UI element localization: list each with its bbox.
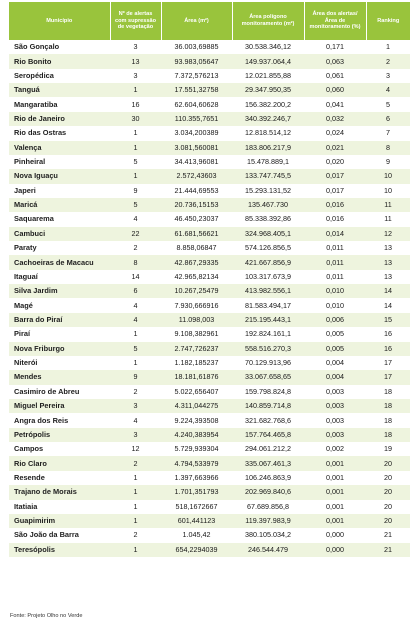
cell-num-alertas: 1	[110, 356, 161, 370]
cell-municipio: Mangaratiba	[9, 97, 110, 111]
cell-municipio: Cachoeiras de Macacu	[9, 255, 110, 269]
cell-num-alertas: 3	[110, 40, 161, 54]
table-row	[9, 227, 410, 241]
cell-razao-areas: 0,006	[304, 313, 366, 327]
cell-area: 4.311,044275	[161, 399, 232, 413]
cell-municipio: Miguel Pereira	[9, 399, 110, 413]
cell-municipio: Resende	[9, 471, 110, 485]
cell-ranking: 18	[366, 385, 410, 399]
table-row	[9, 471, 410, 485]
cell-num-alertas: 1	[110, 471, 161, 485]
cell-municipio: Campos	[9, 442, 110, 456]
cell-area: 61.681,56621	[161, 227, 232, 241]
cell-razao-areas: 0,016	[304, 198, 366, 212]
cell-area-poligono: 183.806.217,9	[232, 141, 304, 155]
table-row	[9, 69, 410, 83]
header-row	[9, 2, 410, 40]
cell-ranking: 16	[366, 342, 410, 356]
cell-ranking: 9	[366, 155, 410, 169]
cell-area-poligono: 149.937.064,4	[232, 54, 304, 68]
table-row	[9, 184, 410, 198]
cell-area-poligono: 12.818.514,12	[232, 126, 304, 140]
cell-area-poligono: 12.021.855,88	[232, 69, 304, 83]
cell-ranking: 10	[366, 169, 410, 183]
cell-municipio: Seropédica	[9, 69, 110, 83]
cell-ranking: 20	[366, 456, 410, 470]
cell-area-poligono: 321.682.768,6	[232, 413, 304, 427]
header-area-poligono: Área polígono monitoramento (m²)	[232, 2, 304, 40]
cell-area-poligono: 340.392.246,7	[232, 112, 304, 126]
table-container	[9, 2, 410, 557]
cell-ranking: 18	[366, 428, 410, 442]
cell-razao-areas: 0,003	[304, 385, 366, 399]
cell-municipio: Cambuci	[9, 227, 110, 241]
cell-municipio: Saquarema	[9, 212, 110, 226]
table-row	[9, 327, 410, 341]
cell-area-poligono: 33.067.658,65	[232, 370, 304, 384]
cell-ranking: 3	[366, 69, 410, 83]
cell-ranking: 11	[366, 198, 410, 212]
cell-ranking: 16	[366, 327, 410, 341]
cell-municipio: Teresópolis	[9, 543, 110, 557]
cell-area: 10.267,25479	[161, 284, 232, 298]
table-row	[9, 413, 410, 427]
table-row	[9, 97, 410, 111]
cell-razao-areas: 0,061	[304, 69, 366, 83]
cell-num-alertas: 1	[110, 327, 161, 341]
cell-num-alertas: 12	[110, 442, 161, 456]
table-row	[9, 456, 410, 470]
cell-area: 654,2294039	[161, 543, 232, 557]
cell-num-alertas: 1	[110, 141, 161, 155]
cell-ranking: 8	[366, 141, 410, 155]
table-row	[9, 169, 410, 183]
cell-num-alertas: 14	[110, 270, 161, 284]
table-row	[9, 500, 410, 514]
table-row	[9, 428, 410, 442]
cell-area: 8.858,06847	[161, 241, 232, 255]
cell-num-alertas: 22	[110, 227, 161, 241]
cell-area: 4.240,383954	[161, 428, 232, 442]
cell-num-alertas: 9	[110, 370, 161, 384]
cell-num-alertas: 5	[110, 342, 161, 356]
cell-area: 3.034,200389	[161, 126, 232, 140]
cell-municipio: São Gonçalo	[9, 40, 110, 54]
cell-razao-areas: 0,017	[304, 184, 366, 198]
cell-area: 601,441123	[161, 514, 232, 528]
cell-area-poligono: 106.246.863,9	[232, 471, 304, 485]
cell-area: 34.413,96081	[161, 155, 232, 169]
header-municipio: Município	[9, 2, 110, 40]
table-row	[9, 141, 410, 155]
cell-num-alertas: 1	[110, 126, 161, 140]
cell-ranking: 20	[366, 485, 410, 499]
cell-razao-areas: 0,021	[304, 141, 366, 155]
cell-ranking: 13	[366, 241, 410, 255]
cell-area: 46.450,23037	[161, 212, 232, 226]
cell-municipio: Pinheiral	[9, 155, 110, 169]
table-row	[9, 198, 410, 212]
cell-area: 110.355,7651	[161, 112, 232, 126]
cell-area: 11.098,003	[161, 313, 232, 327]
cell-ranking: 14	[366, 298, 410, 312]
cell-area: 20.736,15153	[161, 198, 232, 212]
cell-ranking: 4	[366, 83, 410, 97]
table-body	[9, 40, 410, 557]
header-num-alertas: Nº de alertas com supressão de vegetação	[110, 2, 161, 40]
cell-municipio: Casimiro de Abreu	[9, 385, 110, 399]
cell-area: 62.604,60628	[161, 97, 232, 111]
cell-razao-areas: 0,017	[304, 169, 366, 183]
cell-num-alertas: 6	[110, 284, 161, 298]
cell-num-alertas: 4	[110, 413, 161, 427]
cell-razao-areas: 0,041	[304, 97, 366, 111]
cell-municipio: Niterói	[9, 356, 110, 370]
cell-razao-areas: 0,020	[304, 155, 366, 169]
cell-municipio: Maricá	[9, 198, 110, 212]
cell-num-alertas: 1	[110, 83, 161, 97]
cell-area: 2.747,726237	[161, 342, 232, 356]
cell-area-poligono: 119.397.983,9	[232, 514, 304, 528]
cell-area-poligono: 133.747.745,5	[232, 169, 304, 183]
cell-area-poligono: 421.667.856,9	[232, 255, 304, 269]
cell-razao-areas: 0,001	[304, 471, 366, 485]
cell-municipio: Trajano de Morais	[9, 485, 110, 499]
cell-municipio: Rio Claro	[9, 456, 110, 470]
cell-razao-areas: 0,016	[304, 212, 366, 226]
cell-razao-areas: 0,005	[304, 342, 366, 356]
source-note: Fonte: Projeto Olho no Verde	[10, 613, 83, 619]
cell-num-alertas: 3	[110, 69, 161, 83]
cell-area-poligono: 15.478.889,1	[232, 155, 304, 169]
cell-area-poligono: 324.968.405,1	[232, 227, 304, 241]
cell-razao-areas: 0,005	[304, 327, 366, 341]
table-row	[9, 485, 410, 499]
cell-num-alertas: 1	[110, 485, 161, 499]
cell-ranking: 21	[366, 528, 410, 542]
cell-num-alertas: 2	[110, 456, 161, 470]
cell-municipio: Valença	[9, 141, 110, 155]
table-row	[9, 270, 410, 284]
cell-area-poligono: 156.382.200,2	[232, 97, 304, 111]
table-row	[9, 112, 410, 126]
cell-razao-areas: 0,004	[304, 356, 366, 370]
cell-area-poligono: 159.798.824,8	[232, 385, 304, 399]
cell-razao-areas: 0,032	[304, 112, 366, 126]
cell-num-alertas: 2	[110, 241, 161, 255]
cell-area: 7.930,666916	[161, 298, 232, 312]
cell-area: 42.867,29335	[161, 255, 232, 269]
cell-area: 1.182,185237	[161, 356, 232, 370]
cell-area: 1.045,42	[161, 528, 232, 542]
table-row	[9, 212, 410, 226]
cell-area-poligono: 140.859.714,8	[232, 399, 304, 413]
cell-razao-areas: 0,024	[304, 126, 366, 140]
cell-ranking: 13	[366, 270, 410, 284]
cell-num-alertas: 3	[110, 428, 161, 442]
cell-razao-areas: 0,011	[304, 241, 366, 255]
table-row	[9, 40, 410, 54]
cell-ranking: 21	[366, 543, 410, 557]
cell-area-poligono: 574.126.856,5	[232, 241, 304, 255]
cell-num-alertas: 3	[110, 399, 161, 413]
cell-area-poligono: 135.467.730	[232, 198, 304, 212]
cell-area-poligono: 335.067.461,3	[232, 456, 304, 470]
table-row	[9, 126, 410, 140]
cell-area-poligono: 81.583.494,17	[232, 298, 304, 312]
cell-num-alertas: 2	[110, 385, 161, 399]
cell-area-poligono: 380.105.034,2	[232, 528, 304, 542]
cell-municipio: Mendes	[9, 370, 110, 384]
cell-area-poligono: 157.764.465,8	[232, 428, 304, 442]
table-row	[9, 241, 410, 255]
table-row	[9, 342, 410, 356]
cell-razao-areas: 0,011	[304, 270, 366, 284]
cell-razao-areas: 0,001	[304, 456, 366, 470]
table-row	[9, 313, 410, 327]
header-ranking: Ranking	[366, 2, 410, 40]
cell-municipio: Barra do Piraí	[9, 313, 110, 327]
cell-area-poligono: 246.544.479	[232, 543, 304, 557]
cell-ranking: 10	[366, 184, 410, 198]
cell-area: 1.701,351793	[161, 485, 232, 499]
cell-ranking: 18	[366, 399, 410, 413]
cell-area: 5.022,656407	[161, 385, 232, 399]
cell-area-poligono: 70.129.913,96	[232, 356, 304, 370]
cell-municipio: São João da Barra	[9, 528, 110, 542]
cell-area-poligono: 294.061.212,2	[232, 442, 304, 456]
cell-num-alertas: 4	[110, 313, 161, 327]
cell-ranking: 7	[366, 126, 410, 140]
table-row	[9, 514, 410, 528]
cell-area: 93.983,05647	[161, 54, 232, 68]
cell-ranking: 18	[366, 413, 410, 427]
cell-area: 18.181,61876	[161, 370, 232, 384]
cell-area: 36.003,69885	[161, 40, 232, 54]
table-row	[9, 83, 410, 97]
cell-municipio: Paraty	[9, 241, 110, 255]
cell-num-alertas: 9	[110, 184, 161, 198]
cell-ranking: 20	[366, 500, 410, 514]
cell-area: 3.081,560081	[161, 141, 232, 155]
cell-ranking: 20	[366, 471, 410, 485]
table-row	[9, 442, 410, 456]
cell-municipio: Petrópolis	[9, 428, 110, 442]
cell-municipio: Japeri	[9, 184, 110, 198]
cell-razao-areas: 0,004	[304, 370, 366, 384]
cell-num-alertas: 5	[110, 155, 161, 169]
cell-ranking: 13	[366, 255, 410, 269]
cell-municipio: Rio de Janeiro	[9, 112, 110, 126]
cell-num-alertas: 30	[110, 112, 161, 126]
cell-num-alertas: 4	[110, 298, 161, 312]
cell-razao-areas: 0,000	[304, 528, 366, 542]
cell-razao-areas: 0,003	[304, 399, 366, 413]
cell-municipio: Tanguá	[9, 83, 110, 97]
table-row	[9, 54, 410, 68]
municipality-alerts-table	[9, 2, 410, 557]
cell-area: 9.108,382961	[161, 327, 232, 341]
cell-area: 21.444,69553	[161, 184, 232, 198]
header-area: Área (m²)	[161, 2, 232, 40]
cell-area-poligono: 103.317.673,9	[232, 270, 304, 284]
cell-razao-areas: 0,011	[304, 255, 366, 269]
cell-municipio: Magé	[9, 298, 110, 312]
cell-num-alertas: 1	[110, 169, 161, 183]
cell-razao-areas: 0,060	[304, 83, 366, 97]
cell-ranking: 14	[366, 284, 410, 298]
cell-razao-areas: 0,014	[304, 227, 366, 241]
cell-ranking: 15	[366, 313, 410, 327]
cell-municipio: Silva Jardim	[9, 284, 110, 298]
table-row	[9, 298, 410, 312]
cell-ranking: 17	[366, 356, 410, 370]
cell-razao-areas: 0,000	[304, 543, 366, 557]
cell-razao-areas: 0,003	[304, 413, 366, 427]
cell-area: 42.965,82134	[161, 270, 232, 284]
cell-num-alertas: 1	[110, 543, 161, 557]
cell-area: 9.224,393508	[161, 413, 232, 427]
cell-razao-areas: 0,001	[304, 500, 366, 514]
cell-area-poligono: 413.982.556,1	[232, 284, 304, 298]
cell-num-alertas: 1	[110, 500, 161, 514]
cell-area: 4.794,533979	[161, 456, 232, 470]
cell-area-poligono: 67.689.856,8	[232, 500, 304, 514]
cell-area: 17.551,32758	[161, 83, 232, 97]
cell-area-poligono: 202.969.840,6	[232, 485, 304, 499]
table-row	[9, 255, 410, 269]
cell-municipio: Nova Friburgo	[9, 342, 110, 356]
table-row	[9, 528, 410, 542]
cell-num-alertas: 13	[110, 54, 161, 68]
cell-area: 2.572,43603	[161, 169, 232, 183]
cell-area-poligono: 29.347.950,35	[232, 83, 304, 97]
cell-num-alertas: 2	[110, 528, 161, 542]
cell-ranking: 20	[366, 514, 410, 528]
cell-razao-areas: 0,010	[304, 298, 366, 312]
table-row	[9, 370, 410, 384]
cell-area: 7.372,576213	[161, 69, 232, 83]
cell-municipio: Angra dos Reis	[9, 413, 110, 427]
cell-ranking: 6	[366, 112, 410, 126]
header-razao-areas: Área dos alertas/Área de monitoramento (%)	[304, 2, 366, 40]
cell-num-alertas: 16	[110, 97, 161, 111]
cell-razao-areas: 0,010	[304, 284, 366, 298]
cell-municipio: Itatiaia	[9, 500, 110, 514]
table-row	[9, 356, 410, 370]
cell-ranking: 1	[366, 40, 410, 54]
table-row	[9, 399, 410, 413]
cell-num-alertas: 1	[110, 514, 161, 528]
cell-area-poligono: 85.338.392,86	[232, 212, 304, 226]
cell-ranking: 19	[366, 442, 410, 456]
cell-ranking: 17	[366, 370, 410, 384]
cell-razao-areas: 0,001	[304, 514, 366, 528]
cell-razao-areas: 0,001	[304, 485, 366, 499]
cell-municipio: Rio das Ostras	[9, 126, 110, 140]
cell-razao-areas: 0,063	[304, 54, 366, 68]
cell-num-alertas: 4	[110, 212, 161, 226]
cell-area: 518,1672667	[161, 500, 232, 514]
cell-area: 5.729,939304	[161, 442, 232, 456]
cell-razao-areas: 0,002	[304, 442, 366, 456]
cell-municipio: Rio Bonito	[9, 54, 110, 68]
table-row	[9, 385, 410, 399]
cell-area: 1.397,663966	[161, 471, 232, 485]
cell-razao-areas: 0,171	[304, 40, 366, 54]
cell-municipio: Itaguaí	[9, 270, 110, 284]
cell-area-poligono: 215.195.443,1	[232, 313, 304, 327]
cell-ranking: 5	[366, 97, 410, 111]
table-row	[9, 155, 410, 169]
cell-municipio: Piraí	[9, 327, 110, 341]
cell-num-alertas: 8	[110, 255, 161, 269]
cell-area-poligono: 30.538.346,12	[232, 40, 304, 54]
cell-area-poligono: 192.824.161,1	[232, 327, 304, 341]
cell-municipio: Nova Iguaçu	[9, 169, 110, 183]
cell-num-alertas: 5	[110, 198, 161, 212]
cell-area-poligono: 15.293.131,52	[232, 184, 304, 198]
table-row	[9, 284, 410, 298]
cell-ranking: 2	[366, 54, 410, 68]
cell-razao-areas: 0,003	[304, 428, 366, 442]
cell-ranking: 11	[366, 212, 410, 226]
table-row	[9, 543, 410, 557]
cell-municipio: Guapimirim	[9, 514, 110, 528]
cell-ranking: 12	[366, 227, 410, 241]
cell-area-poligono: 558.516.270,3	[232, 342, 304, 356]
